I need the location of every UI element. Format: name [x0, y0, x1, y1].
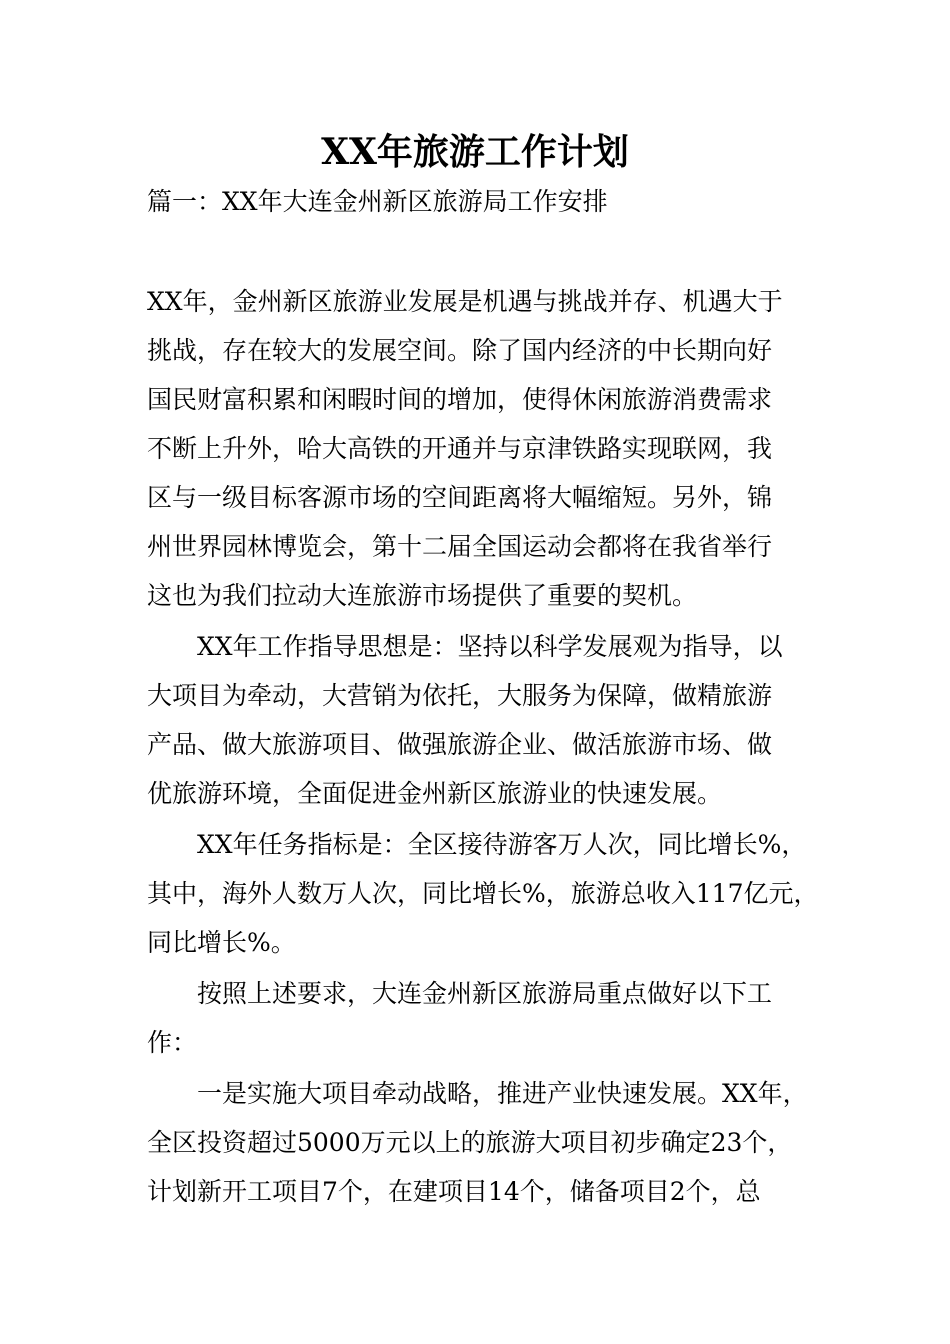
- text-line: 国民财富积累和闲暇时间的增加，使得休闲旅游消费需求: [147, 385, 773, 414]
- text-line: 计划新开工项目7个，在建项目14个，储备项目2个，总: [147, 1177, 761, 1206]
- text-line: 按照上述要求，大连金州新区旅游局重点做好以下工: [197, 979, 773, 1008]
- text-line: 同比增长%。: [147, 928, 296, 957]
- text-line: 优旅游环境，全面促进金州新区旅游业的快速发展。: [147, 779, 723, 808]
- text-line: 挑战，存在较大的发展空间。除了国内经济的中长期向好: [147, 336, 773, 365]
- text-line: 作：: [147, 1028, 198, 1057]
- text-line: XX年工作指导思想是：坚持以科学发展观为指导，以: [197, 632, 783, 661]
- text-line: 产品、做大旅游项目、做强旅游企业、做活旅游市场、做: [147, 730, 773, 759]
- text-line: 大项目为牵动，大营销为依托，大服务为保障，做精旅游: [147, 681, 773, 710]
- text-line: 不断上升外，哈大高铁的开通并与京津铁路实现联网，我: [147, 434, 773, 463]
- text-line: 州世界园林博览会，第十二届全国运动会都将在我省举行: [147, 532, 773, 561]
- document-subtitle: 篇一：XX年大连金州新区旅游局工作安排: [147, 187, 608, 216]
- text-line: 区与一级目标客源市场的空间距离将大幅缩短。另外，锦: [147, 483, 773, 512]
- text-line: 其中，海外人数万人次，同比增长%，旅游总收入117亿元，: [147, 879, 819, 908]
- text-line: 一是实施大项目牵动战略，推进产业快速发展。XX年，: [197, 1079, 808, 1108]
- text-line: 这也为我们拉动大连旅游市场提供了重要的契机。: [147, 581, 698, 610]
- text-line: XX年任务指标是：全区接待游客万人次，同比增长%，: [197, 830, 807, 859]
- text-line: XX年，金州新区旅游业发展是机遇与挑战并存、机遇大于: [147, 287, 783, 316]
- text-line: 全区投资超过5000万元以上的旅游大项目初步确定23个，: [147, 1128, 793, 1157]
- document-title: XX年旅游工作计划: [321, 131, 629, 173]
